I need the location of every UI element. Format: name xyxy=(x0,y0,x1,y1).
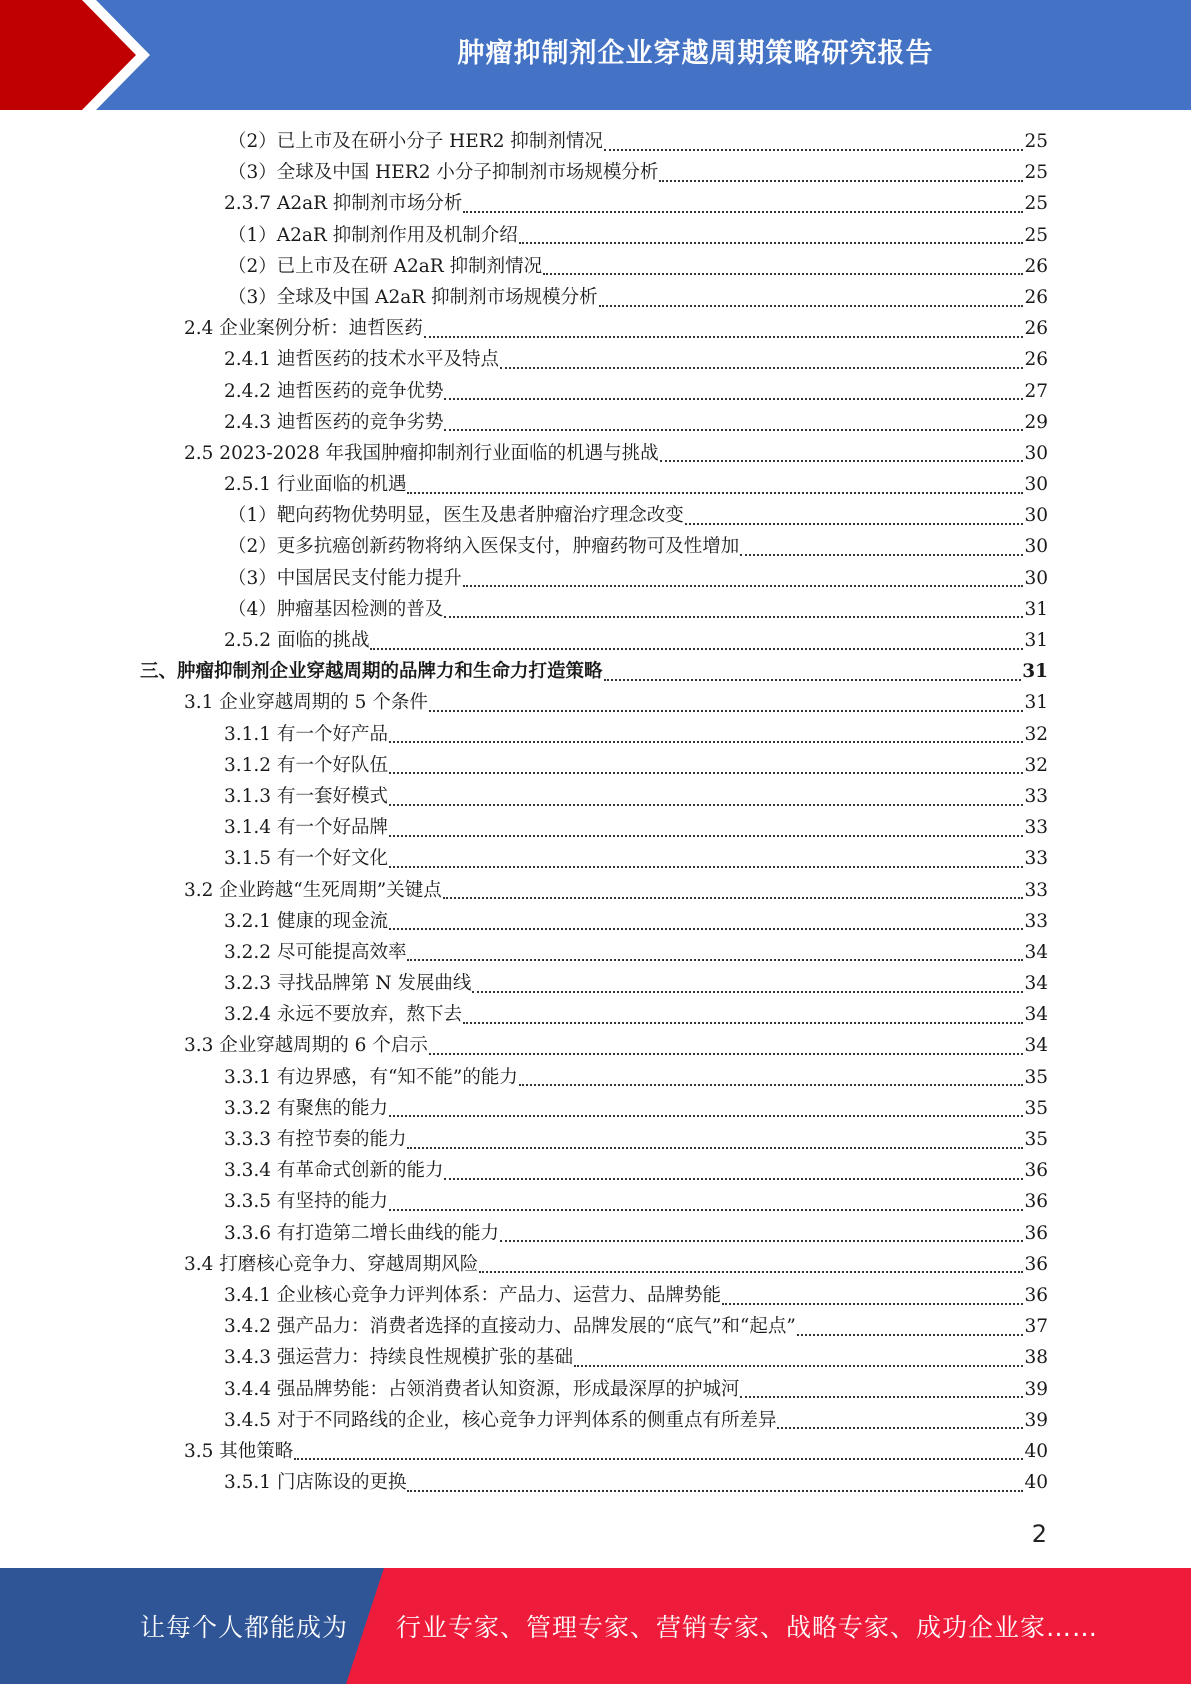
toc-entry-label: 2.4 企业案例分析：迪哲医药 xyxy=(184,318,423,340)
toc-dot-leader xyxy=(389,928,1023,930)
toc-entry[interactable] xyxy=(140,1468,1048,1499)
toc-entry-label: 3.1.1 有一个好产品 xyxy=(224,723,388,745)
toc-entry-page: 34 xyxy=(1024,1035,1048,1057)
toc-dot-leader xyxy=(463,585,1024,587)
toc-entry-page: 39 xyxy=(1024,1378,1048,1400)
toc-entry-page: 36 xyxy=(1024,1222,1048,1244)
toc-dot-leader xyxy=(429,1053,1024,1055)
toc-entry-label: 2.5.2 面临的挑战 xyxy=(224,630,370,651)
toc-entry-label: （2）已上市及在研 A2aR 抑制剂情况 xyxy=(228,255,543,277)
toc-entry-page: 38 xyxy=(1024,1347,1048,1369)
page-number: 2 xyxy=(1031,1520,1047,1548)
toc-entry-page: 29 xyxy=(1024,411,1048,433)
toc-dot-leader xyxy=(424,336,1024,338)
toc-entry-label: （1）靶向药物优势明显，医生及患者肿瘤治疗理念改变 xyxy=(228,505,684,527)
toc-dot-leader xyxy=(574,1365,1023,1367)
toc-entry-label: 3.4.4 强品牌势能：占领消费者认知资源，形成最深厚的护城河 xyxy=(224,1378,740,1400)
toc-entry-page: 33 xyxy=(1024,848,1048,870)
toc-entry-page: 26 xyxy=(1024,349,1048,371)
toc-entry[interactable] xyxy=(140,782,1048,813)
toc-entry-page: 34 xyxy=(1024,941,1048,963)
toc-entry-label: 2.4.2 迪哲医药的竞争优势 xyxy=(224,380,444,402)
toc-entry-label: 3.2.4 永远不要放弃，熬下去 xyxy=(224,1004,462,1026)
toc-dot-leader xyxy=(407,1147,1023,1149)
toc-entry-label: 2.5 2023-2028 年我国肿瘤抑制剂行业面临的机遇与挑战 xyxy=(184,442,659,464)
toc-entry-page: 31 xyxy=(1024,692,1048,714)
toc-entry-label: 2.5.1 行业面临的机遇 xyxy=(224,474,407,496)
toc-entry[interactable] xyxy=(140,1437,1048,1468)
toc-dot-leader xyxy=(389,804,1023,806)
toc-entry-page: 35 xyxy=(1024,1129,1048,1150)
toc-entry[interactable] xyxy=(140,345,1048,376)
toc-entry-page: 36 xyxy=(1024,1253,1048,1275)
toc-entry[interactable] xyxy=(140,1094,1048,1125)
toc-entry[interactable] xyxy=(140,1125,1048,1156)
toc-entry-page: 33 xyxy=(1024,785,1048,807)
toc-entry-page: 30 xyxy=(1024,442,1048,464)
toc-entry-label: （3）全球及中国 HER2 小分子抑制剂市场规模分析 xyxy=(228,162,659,184)
report-title: 肿瘤抑制剂企业穿越周期策略研究报告 xyxy=(457,37,934,69)
toc-dot-leader xyxy=(519,242,1024,244)
toc-entry[interactable] xyxy=(140,158,1048,189)
toc-entry-page: 30 xyxy=(1024,536,1048,558)
toc-entry-page: 26 xyxy=(1024,255,1048,277)
toc-dot-leader xyxy=(519,1084,1024,1086)
toc-dot-leader xyxy=(685,523,1024,525)
toc-entry[interactable] xyxy=(140,1063,1048,1094)
toc-entry-label: （4）肿瘤基因检测的普及 xyxy=(228,598,444,620)
toc-dot-leader xyxy=(429,710,1024,712)
toc-entry[interactable] xyxy=(140,813,1048,844)
toc-entry[interactable] xyxy=(140,907,1048,938)
toc-entry-page: 25 xyxy=(1024,131,1048,152)
toc-entry[interactable] xyxy=(140,252,1048,283)
toc-dot-leader xyxy=(389,1115,1023,1117)
toc-entry[interactable] xyxy=(140,470,1048,501)
toc-entry-page: 33 xyxy=(1024,879,1048,901)
toc-entry-label: 3.5.1 门店陈设的更换 xyxy=(224,1472,407,1494)
toc-dot-leader xyxy=(463,1022,1023,1024)
toc-entry[interactable] xyxy=(140,439,1048,470)
header-arrow-decoration xyxy=(0,0,160,110)
toc-entry-label: 3.1 企业穿越周期的 5 个条件 xyxy=(184,692,428,714)
toc-entry-label: 三、肿瘤抑制剂企业穿越周期的品牌力和生命力打造策略 xyxy=(140,661,603,683)
toc-entry-page: 37 xyxy=(1024,1316,1048,1338)
toc-entry-page: 31 xyxy=(1022,661,1048,683)
toc-entry-page: 30 xyxy=(1024,505,1048,527)
toc-entry-page: 25 xyxy=(1024,224,1048,246)
toc-dot-leader xyxy=(407,1490,1023,1492)
toc-entry-label: 3.4.1 企业核心竞争力评判体系：产品力、运营力、品牌势能 xyxy=(224,1284,721,1306)
toc-dot-leader xyxy=(604,149,1024,151)
toc-dot-leader xyxy=(463,211,1023,213)
toc-entry-page: 30 xyxy=(1024,474,1048,496)
toc-entry[interactable] xyxy=(140,408,1048,439)
toc-entry-page: 25 xyxy=(1024,162,1048,184)
toc-entry-label: 3.4.5 对于不同路线的企业，核心竞争力评判体系的侧重点有所差异 xyxy=(224,1409,777,1431)
toc-entry[interactable] xyxy=(140,1343,1048,1374)
toc-dot-leader xyxy=(599,305,1024,307)
toc-entry-page: 39 xyxy=(1024,1409,1048,1431)
toc-entry-label: 3.3.3 有控节奏的能力 xyxy=(224,1129,407,1150)
toc-entry[interactable] xyxy=(140,1219,1048,1250)
toc-entry[interactable] xyxy=(140,127,1048,158)
toc-entry[interactable] xyxy=(140,1375,1048,1406)
toc-entry[interactable] xyxy=(140,532,1048,563)
toc-entry-page: 36 xyxy=(1024,1160,1048,1182)
toc-entry-label: 3.3.4 有革命式创新的能力 xyxy=(224,1160,444,1182)
toc-entry[interactable] xyxy=(140,595,1048,626)
toc-entry[interactable] xyxy=(140,189,1048,220)
toc-entry[interactable] xyxy=(140,1406,1048,1437)
toc-dot-leader xyxy=(444,616,1023,618)
toc-dot-leader xyxy=(722,1303,1023,1305)
toc-entry[interactable] xyxy=(140,938,1048,969)
toc-entry-label: 3.4.3 强运营力：持续良性规模扩张的基础 xyxy=(224,1347,573,1369)
toc-entry-label: 3.2.2 尽可能提高效率 xyxy=(224,941,407,963)
toc-entry-page: 31 xyxy=(1024,630,1048,651)
toc-entry-label: 2.4.1 迪哲医药的技术水平及特点 xyxy=(224,349,499,371)
toc-entry-label: 3.1.2 有一个好队伍 xyxy=(224,754,388,776)
toc-dot-leader xyxy=(407,492,1023,494)
toc-entry[interactable] xyxy=(140,1250,1048,1281)
toc-entry-label: （1）A2aR 抑制剂作用及机制介绍 xyxy=(228,224,518,246)
toc-entry[interactable] xyxy=(140,314,1048,345)
toc-dot-leader xyxy=(500,1240,1023,1242)
toc-entry-label: 3.3.6 有打造第二增长曲线的能力 xyxy=(224,1222,499,1244)
toc-dot-leader xyxy=(444,429,1023,431)
toc-entry[interactable] xyxy=(140,876,1048,907)
toc-entry[interactable] xyxy=(140,657,1048,688)
toc-entry-page: 25 xyxy=(1024,193,1048,215)
toc-entry-label: 2.3.7 A2aR 抑制剂市场分析 xyxy=(224,193,463,215)
toc-entry-label: 3.2.1 健康的现金流 xyxy=(224,910,388,932)
toc-entry[interactable] xyxy=(140,626,1048,657)
toc-entry[interactable] xyxy=(140,1031,1048,1062)
toc-dot-leader xyxy=(472,991,1023,993)
toc-entry[interactable] xyxy=(140,501,1048,532)
toc-entry-page: 33 xyxy=(1024,910,1048,932)
toc-entry-page: 34 xyxy=(1024,973,1048,995)
toc-dot-leader xyxy=(500,367,1023,369)
toc-dot-leader xyxy=(407,959,1023,961)
toc-dot-leader xyxy=(660,460,1024,462)
toc-dot-leader xyxy=(740,554,1023,556)
toc-entry-page: 35 xyxy=(1024,1066,1048,1088)
toc-entry-page: 26 xyxy=(1024,318,1048,340)
toc-entry[interactable] xyxy=(140,969,1048,1000)
toc-entry-label: 3.3 企业穿越周期的 6 个启示 xyxy=(184,1035,428,1057)
toc-entry-label: 3.5 其他策略 xyxy=(184,1440,294,1462)
toc-entry-label: 3.4 打磨核心竞争力、穿越周期风险 xyxy=(184,1253,479,1275)
toc-entry-page: 26 xyxy=(1024,286,1048,308)
toc-entry[interactable] xyxy=(140,688,1048,719)
toc-entry-label: （2）更多抗癌创新药物将纳入医保支付，肿瘤药物可及性增加 xyxy=(228,536,740,558)
toc-entry-label: 2.4.3 迪哲医药的竞争劣势 xyxy=(224,411,444,433)
toc-entry-page: 34 xyxy=(1024,1004,1048,1026)
toc-entry-label: 3.3.1 有边界感，有“知不能”的能力 xyxy=(224,1066,518,1088)
toc-entry-page: 36 xyxy=(1024,1191,1048,1213)
toc-entry-page: 35 xyxy=(1024,1097,1048,1119)
toc-entry[interactable] xyxy=(140,844,1048,875)
toc-entry[interactable] xyxy=(140,1000,1048,1031)
toc-dot-leader xyxy=(479,1271,1023,1273)
toc-entry-label: （3）中国居民支付能力提升 xyxy=(228,567,462,589)
toc-dot-leader xyxy=(389,835,1023,837)
toc-dot-leader xyxy=(389,1209,1023,1211)
toc-dot-leader xyxy=(370,648,1023,650)
toc-entry[interactable] xyxy=(140,1156,1048,1187)
toc-entry-label: （2）已上市及在研小分子 HER2 抑制剂情况 xyxy=(228,131,603,152)
toc-entry[interactable] xyxy=(140,1281,1048,1312)
toc-dot-leader xyxy=(797,1334,1024,1336)
toc-dot-leader xyxy=(389,741,1023,743)
toc-dot-leader xyxy=(604,679,1022,681)
toc-entry-page: 31 xyxy=(1024,598,1048,620)
toc-entry-label: 3.1.4 有一个好品牌 xyxy=(224,817,388,839)
toc-dot-leader xyxy=(444,1178,1023,1180)
toc-dot-leader xyxy=(443,897,1024,899)
toc-entry[interactable] xyxy=(140,1312,1048,1343)
toc-entry-label: （3）全球及中国 A2aR 抑制剂市场规模分析 xyxy=(228,286,598,308)
toc-entry[interactable] xyxy=(140,751,1048,782)
toc-entry-page: 40 xyxy=(1024,1440,1048,1462)
toc-entry-page: 32 xyxy=(1024,723,1048,745)
toc-entry-label: 3.2 企业跨越“生死周期”关键点 xyxy=(184,879,442,901)
toc-dot-leader xyxy=(543,273,1023,275)
page-header xyxy=(0,0,1191,110)
table-of-contents xyxy=(140,127,1048,1499)
toc-entry-label: 3.1.3 有一套好模式 xyxy=(224,785,388,807)
toc-entry[interactable] xyxy=(140,377,1048,408)
page-footer xyxy=(0,1568,1191,1684)
toc-dot-leader xyxy=(294,1458,1023,1460)
toc-dot-leader xyxy=(777,1427,1023,1429)
footer-slogan-right: 行业专家、管理专家、营销专家、战略专家、成功企业家…… xyxy=(396,1613,1099,1642)
toc-entry[interactable] xyxy=(140,283,1048,314)
toc-entry-page: 40 xyxy=(1024,1472,1048,1494)
toc-entry-label: 3.3.5 有坚持的能力 xyxy=(224,1191,388,1213)
toc-entry-page: 33 xyxy=(1024,817,1048,839)
toc-entry-page: 27 xyxy=(1024,380,1048,402)
toc-entry-label: 3.2.3 寻找品牌第 N 发展曲线 xyxy=(224,973,472,995)
toc-entry-label: 3.1.5 有一个好文化 xyxy=(224,848,388,870)
toc-entry[interactable] xyxy=(140,720,1048,751)
toc-entry-label: 3.4.2 强产品力：消费者选择的直接动力、品牌发展的“底气”和“起点” xyxy=(224,1316,796,1338)
toc-entry[interactable] xyxy=(140,1187,1048,1218)
toc-entry-page: 32 xyxy=(1024,754,1048,776)
toc-entry[interactable] xyxy=(140,564,1048,595)
toc-dot-leader xyxy=(659,180,1023,182)
toc-entry[interactable] xyxy=(140,221,1048,252)
toc-entry-page: 30 xyxy=(1024,567,1048,589)
toc-dot-leader xyxy=(444,398,1023,400)
toc-dot-leader xyxy=(389,866,1023,868)
footer-slogan-left: 让每个人都能成为 xyxy=(140,1613,349,1642)
toc-dot-leader xyxy=(389,772,1023,774)
toc-entry-page: 36 xyxy=(1024,1284,1048,1306)
toc-dot-leader xyxy=(740,1396,1023,1398)
toc-entry-label: 3.3.2 有聚焦的能力 xyxy=(224,1097,388,1119)
